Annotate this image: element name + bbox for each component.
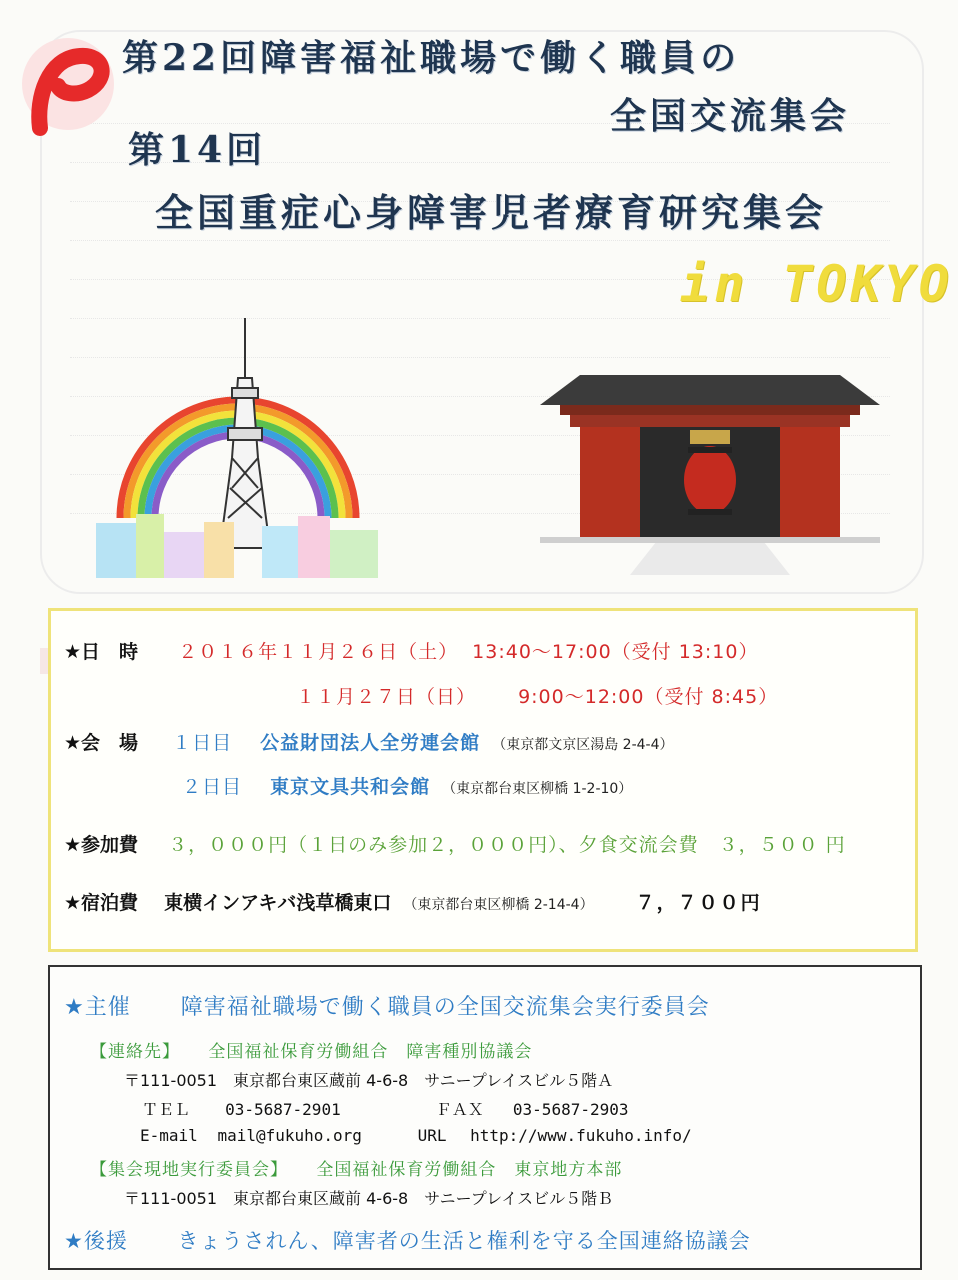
- host-row: [64, 990, 710, 1021]
- hotel-address: （東京都台東区柳橋 2-14-4）: [403, 897, 594, 913]
- title-line-1: 第22回障害福祉職場で働く職員の: [122, 37, 741, 79]
- venue-day2-label: ２日目: [182, 776, 243, 798]
- date-row: [64, 637, 758, 664]
- fee-label: ★参加費: [64, 834, 139, 856]
- fee-text: ３，０００円（１日のみ参加２，０００円）、夕食交流会費 ３，５００ 円: [168, 834, 846, 856]
- date-row-2: [296, 682, 778, 709]
- date-day2: １１月２７日（日）: [296, 686, 477, 708]
- date-label: ★日 時: [64, 641, 139, 663]
- url-label: URL: [417, 1126, 447, 1145]
- website-link[interactable]: http://www.fukuho.info/: [470, 1126, 692, 1145]
- contact-row: [90, 1037, 532, 1062]
- title-line-2: 全国交流集会: [610, 95, 851, 137]
- host-label: ★主催: [64, 995, 131, 1020]
- venue-day2-name: 東京文具共和会館: [270, 776, 431, 798]
- stay-label: ★宿泊費: [64, 892, 139, 914]
- email-link[interactable]: mail@fukuho.org: [217, 1126, 362, 1145]
- local-committee-row: [90, 1155, 622, 1180]
- support-row: [64, 1225, 751, 1255]
- organization-logo: [18, 28, 118, 140]
- venue-day2-address: （東京都台東区柳橋 1-2-10）: [442, 781, 633, 797]
- contact-org: 全国福祉保育労働組合 障害種別協議会: [208, 1042, 533, 1062]
- tel-label: ＴＥＬ: [142, 1100, 191, 1119]
- venue-row-2: [182, 772, 632, 799]
- venue-day1-label: １日目: [172, 732, 233, 754]
- tel-number: 03-5687-2901: [225, 1100, 341, 1119]
- skytree-rainbow-illustration: [92, 318, 382, 580]
- support-label: ★後援: [64, 1229, 128, 1253]
- stay-row: [64, 888, 762, 915]
- phone-row: [142, 1097, 629, 1120]
- title-line-4: 全国重症心身障害児者療育研究集会: [155, 190, 828, 235]
- host-name: 障害福祉職場で働く職員の全国交流集会実行委員会: [180, 995, 710, 1020]
- contact-address-2: 〒111-0051 東京都台東区蔵前 4-6-8 サニープレイスビル５階Ｂ: [124, 1189, 614, 1208]
- venue-label: ★会 場: [64, 732, 139, 754]
- support-organizations: きょうされん、障害者の生活と権利を守る全国連絡協議会: [177, 1229, 751, 1253]
- fax-number: 03-5687-2903: [512, 1100, 629, 1119]
- venue-row-1: [64, 728, 674, 755]
- time-day2: 9:00～12:00（受付 8:45）: [518, 686, 779, 708]
- venue-day1-address: （東京都文京区湯島 2-4-4）: [492, 737, 674, 753]
- kaminarimon-gate-illustration: [540, 375, 880, 575]
- fee-row: [64, 830, 846, 857]
- contact-label: 【連絡先】: [90, 1042, 180, 1062]
- time-day1: 13:40～17:00（受付 13:10）: [472, 641, 759, 663]
- title-line-3: 第14回: [128, 129, 267, 171]
- email-url-row: [140, 1126, 692, 1145]
- venue-day1-name: 公益財団法人全労連会館: [260, 732, 481, 754]
- date-day1: ２０１６年１１月２６日（土）: [178, 641, 459, 663]
- email-label: E-mail: [140, 1126, 198, 1145]
- hotel-price: ７，７００円: [635, 892, 762, 914]
- local-committee-label: 【集会現地実行委員会】: [90, 1160, 288, 1180]
- hotel-name: 東横インアキバ浅草橋東口: [164, 892, 392, 914]
- fax-label: ＦＡＸ: [435, 1100, 484, 1119]
- contact-address-1: 〒111-0051 東京都台東区蔵前 4-6-8 サニープレイスビル５階Ａ: [124, 1071, 614, 1090]
- local-committee-org: 全国福祉保育労働組合 東京地方本部: [316, 1160, 623, 1180]
- in-tokyo-label: in TOKYO: [680, 255, 953, 313]
